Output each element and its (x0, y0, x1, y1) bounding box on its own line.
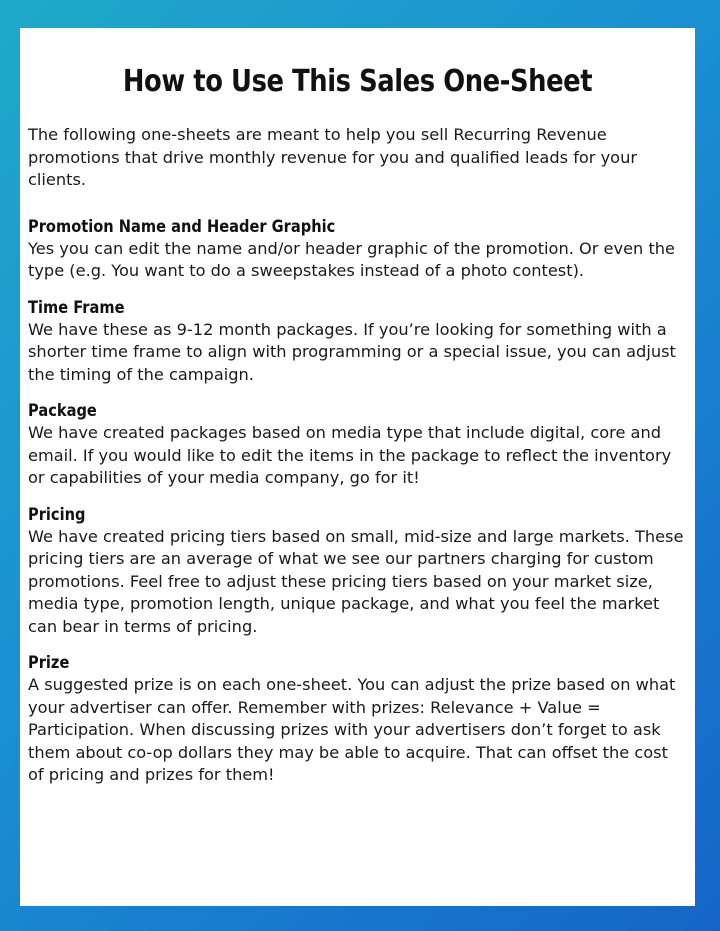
page-title: How to Use This Sales One-Sheet (122, 64, 593, 99)
section-package (28, 400, 687, 490)
section-body: We have created packages based on media type that include digital, core and email. If you would like to edit the items in the package to reflect the inventory or capabilities of your media company, go for it! (28, 423, 672, 487)
intro-paragraph: The following one-sheets are meant to help you sell Recurring Revenue promotions that drive monthly revenue for you and qualified leads for your clients. (28, 125, 637, 189)
section-pricing (28, 504, 687, 639)
section-heading: Time Frame (28, 297, 125, 318)
section-body: We have created pricing tiers based on small, mid-size and large markets. These pricing tiers are an average of what we see our partners charging for custom promotions. Feel free to adjust these pricing tiers based on your market size, media type, promotion length, unique package, and what you feel the market can bear in terms of pricing. (28, 526, 684, 636)
one-sheet-page (20, 28, 695, 906)
section-heading: Prize (28, 653, 70, 673)
section-body: A suggested prize is on each one-sheet. You can adjust the prize based on what your advertiser can offer. Remember with prizes: Relevance + Value = Participation. When discussing prizes with your advertisers don’t forget to ask them about co-op dollars they may be able to acquire. That can offset the cost of pricing and prizes for them! (28, 675, 676, 784)
section-body: We have these as 9-12 month packages. If you’re looking for something with a shorter time frame to align with programming or a special issue, you can adjust the timing of the campaign. (28, 319, 676, 384)
section-time-frame (28, 297, 687, 387)
section-heading: Promotion Name and Header Graphic (28, 216, 336, 237)
section-prize (28, 652, 687, 787)
section-promotion-name (28, 216, 687, 283)
section-heading: Package (28, 401, 97, 421)
section-heading: Pricing (28, 504, 86, 525)
section-body: Yes you can edit the name and/or header graphic of the promotion. Or even the type (e.g. You want to do a sweepstakes instead of a photo contest). (28, 238, 676, 280)
